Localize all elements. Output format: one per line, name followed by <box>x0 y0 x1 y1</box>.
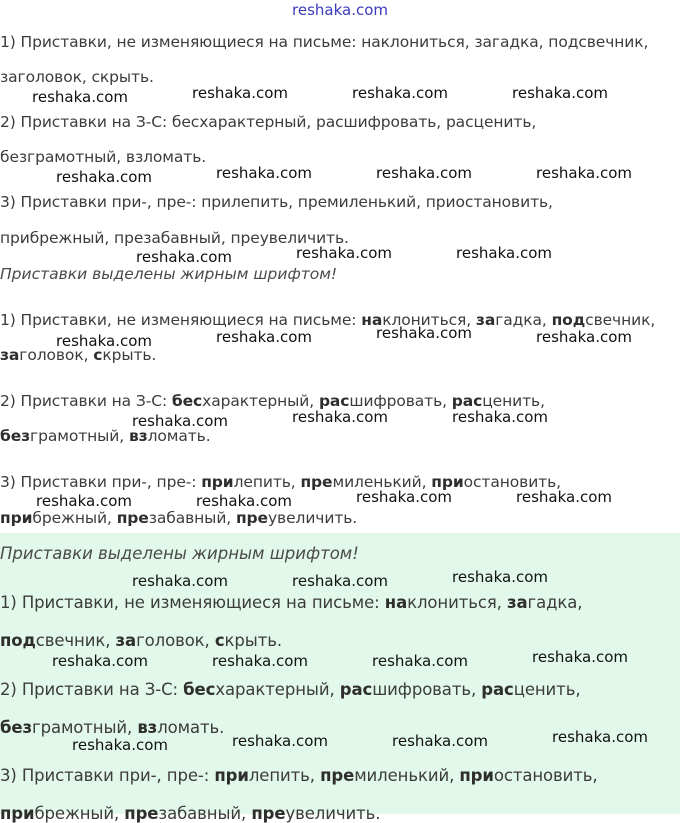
watermark: reshaka.com <box>516 488 612 506</box>
watermark: reshaka.com <box>196 492 292 510</box>
watermark: reshaka.com <box>292 572 388 590</box>
block1-line5: 3) Приставки при-, пре-: прилепить, премиленький, приостановить, <box>0 193 553 211</box>
watermark: reshaka.com <box>376 164 472 182</box>
block3-line1: 1) Приставки, не изменяющиеся на письме: наклониться, загадка, <box>0 593 583 612</box>
block3-line2: подсвечник, заголовок, скрыть. <box>0 631 282 650</box>
watermark: reshaka.com <box>372 652 468 670</box>
block3-note: Приставки выделены жирным шрифтом! <box>0 544 359 563</box>
block2-line4: безграмотный, взломать. <box>0 427 211 445</box>
block1-line3: 2) Приставки на З-С: бесхарактерный, расшифровать, расценить, <box>0 113 537 131</box>
watermark: reshaka.com <box>452 568 548 586</box>
site-header: reshaka.com <box>292 1 388 19</box>
watermark: reshaka.com <box>56 332 152 350</box>
watermark: reshaka.com <box>376 324 472 342</box>
block2-line1: 1) Приставки, не изменяющиеся на письме: наклониться, загадка, подсвечник, <box>0 311 656 329</box>
watermark: reshaka.com <box>532 648 628 666</box>
block1-line6: прибрежный, презабавный, преувеличить. <box>0 229 349 247</box>
watermark: reshaka.com <box>216 328 312 346</box>
watermark: reshaka.com <box>232 732 328 750</box>
block3-line5: 3) Приставки при-, пре-: прилепить, премиленький, приостановить, <box>0 766 598 785</box>
watermark: reshaka.com <box>132 412 228 430</box>
watermark: reshaka.com <box>72 736 168 754</box>
block1-line2: заголовок, скрыть. <box>0 68 154 86</box>
watermark: reshaka.com <box>192 84 288 102</box>
watermark: reshaka.com <box>512 84 608 102</box>
watermark: reshaka.com <box>132 572 228 590</box>
block2-line3: 2) Приставки на З-С: бесхарактерный, расшифровать, расценить, <box>0 392 545 410</box>
watermark: reshaka.com <box>536 328 632 346</box>
block3-line6: прибрежный, презабавный, преувеличить. <box>0 804 381 823</box>
block3-line4: безграмотный, взломать. <box>0 718 225 737</box>
watermark: reshaka.com <box>552 728 648 746</box>
watermark: reshaka.com <box>452 408 548 426</box>
watermark: reshaka.com <box>52 652 148 670</box>
watermark: reshaka.com <box>212 652 308 670</box>
block1-line1: 1) Приставки, не изменяющиеся на письме: наклониться, загадка, подсвечник, <box>0 33 649 51</box>
watermark: reshaka.com <box>392 732 488 750</box>
watermark: reshaka.com <box>136 248 232 266</box>
watermark: reshaka.com <box>536 164 632 182</box>
block3-line3: 2) Приставки на З-С: бесхарактерный, расшифровать, расценить, <box>0 680 581 699</box>
watermark: reshaka.com <box>356 488 452 506</box>
watermark: reshaka.com <box>36 492 132 510</box>
block2-line5: 3) Приставки при-, пре-: прилепить, премиленький, приостановить, <box>0 473 561 491</box>
watermark: reshaka.com <box>352 84 448 102</box>
watermark: reshaka.com <box>216 164 312 182</box>
block2-line6: прибрежный, презабавный, преувеличить. <box>0 509 358 527</box>
block2-line2: заголовок, скрыть. <box>0 346 157 364</box>
watermark: reshaka.com <box>292 408 388 426</box>
watermark: reshaka.com <box>56 168 152 186</box>
watermark: reshaka.com <box>296 244 392 262</box>
watermark: reshaka.com <box>456 244 552 262</box>
block1-line4: безграмотный, взломать. <box>0 148 207 166</box>
block1-note: Приставки выделены жирным шрифтом! <box>0 265 338 283</box>
watermark: reshaka.com <box>32 88 128 106</box>
